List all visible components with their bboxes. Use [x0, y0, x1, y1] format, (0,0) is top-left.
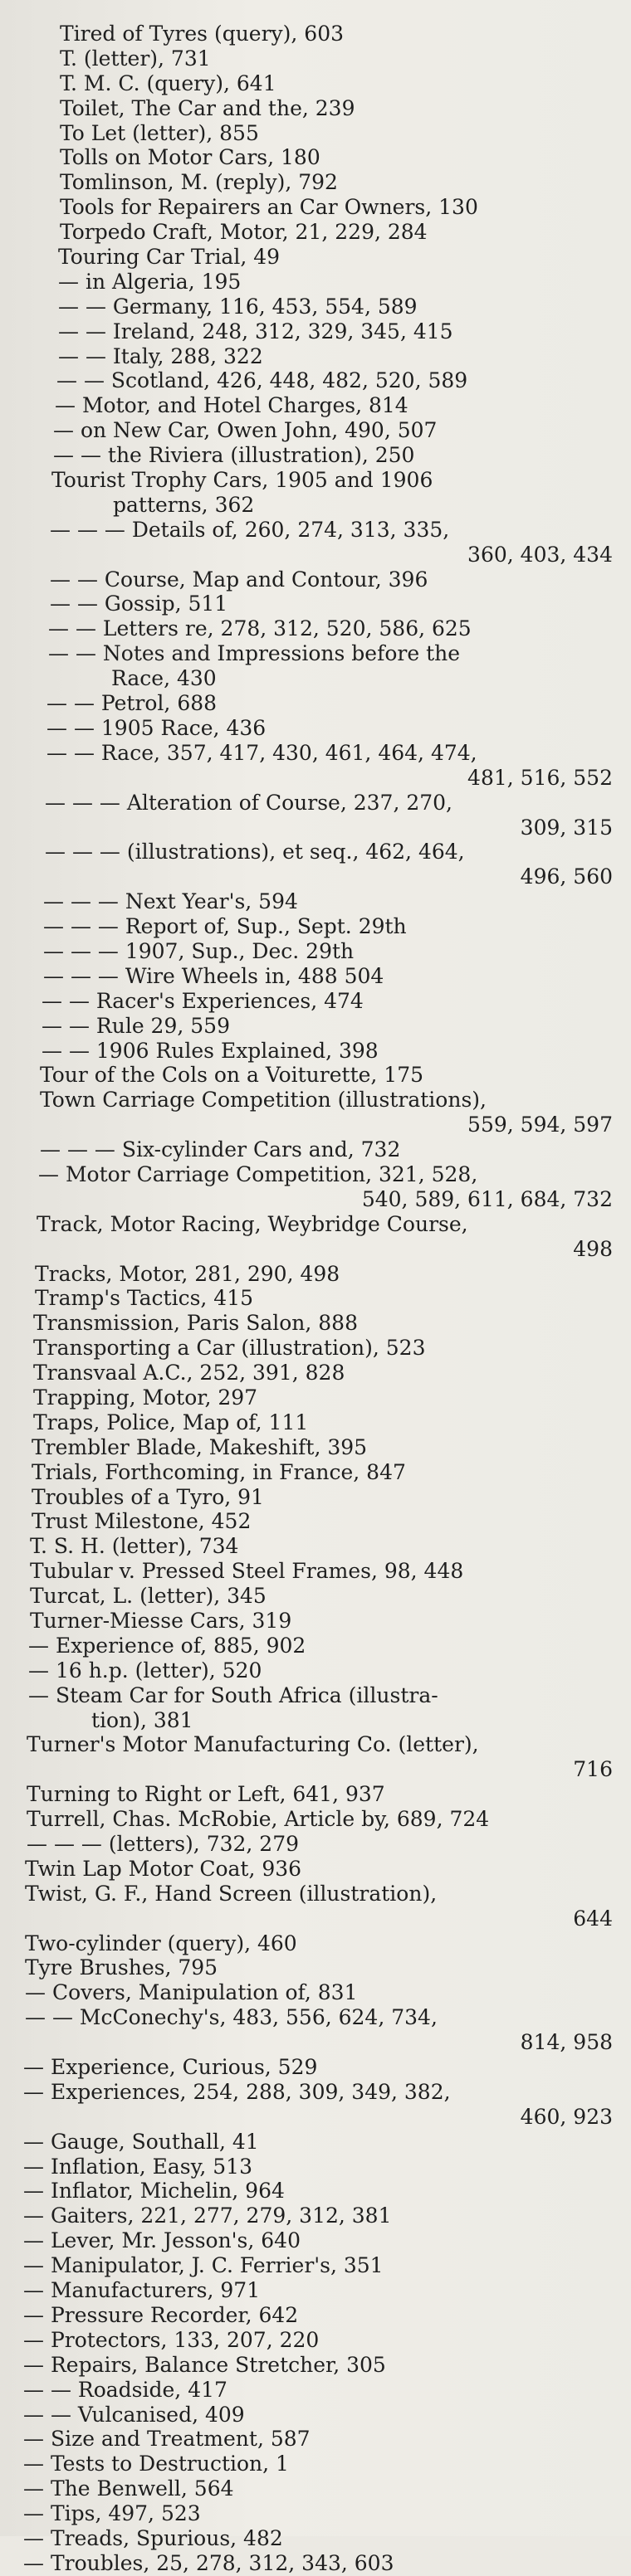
index-entry	[0, 518, 631, 543]
index-entry	[0, 245, 631, 270]
index-entry-text: — Treads, Spurious, 482	[23, 2525, 283, 2550]
index-entry	[0, 1832, 631, 1857]
index-entry-text: — — — Next Year's, 594	[43, 889, 298, 914]
index-entry-text: Twist, G. F., Hand Screen (illustration),	[25, 1881, 438, 1906]
index-entry-text: Torpedo Craft, Motor, 21, 229, 284	[60, 220, 428, 245]
index-entry	[0, 344, 631, 369]
index-entry	[0, 2080, 631, 2105]
index-entries	[0, 22, 631, 2576]
index-entry-text: Tour of the Cols on a Voiturette, 175	[40, 1063, 424, 1088]
index-entry	[0, 2253, 631, 2278]
index-entry	[0, 2228, 631, 2253]
index-entry-text: — Tests to Destruction, 1	[23, 2452, 289, 2476]
index-entry	[0, 741, 631, 766]
index-entry-text: — — Petrol, 688	[46, 691, 218, 716]
index-entry-continuation	[0, 2105, 631, 2130]
index-entry-text: Tourist Trophy Cars, 1905 and 1906	[51, 468, 433, 493]
index-entry	[0, 2155, 631, 2179]
index-entry	[0, 1683, 631, 1708]
index-entry	[0, 2130, 631, 2155]
index-entry	[0, 1782, 631, 1807]
index-entry	[0, 96, 631, 121]
index-entry	[0, 319, 631, 344]
index-entry	[0, 840, 631, 864]
index-entry	[0, 1063, 631, 1088]
index-entry-text: Twin Lap Motor Coat, 936	[25, 1856, 302, 1881]
index-entry	[0, 1262, 631, 1287]
index-entry-text: Turning to Right or Left, 641, 937	[27, 1782, 385, 1807]
index-entry-text: — Manipulator, J. C. Ferrier's, 351	[23, 2253, 384, 2278]
index-entry-text: 481, 516, 552	[467, 765, 613, 790]
index-entry	[0, 493, 631, 518]
index-entry-continuation	[0, 1113, 631, 1137]
index-entry-text: — Inflator, Michelin, 964	[23, 2179, 285, 2203]
index-entry-text: 540, 589, 611, 684, 732	[361, 1186, 613, 1211]
index-entry	[0, 1137, 631, 1162]
index-entry-text: — — Notes and Impressions before the	[48, 641, 461, 666]
index-entry	[0, 1410, 631, 1435]
index-entry	[0, 791, 631, 816]
index-entry-text: 496, 560	[520, 864, 613, 889]
index-entry-text: Race, 430	[111, 666, 217, 691]
index-entry	[0, 2378, 631, 2403]
index-entry-text: 460, 923	[520, 2104, 613, 2129]
index-entry	[0, 2427, 631, 2452]
index-entry	[0, 1732, 631, 1757]
index-entry-text: Tubular v. Pressed Steel Frames, 98, 448	[30, 1559, 464, 1584]
index-entry-text: To Let (letter), 855	[60, 120, 259, 145]
index-entry	[0, 1162, 631, 1187]
index-entry-text: Trembler Blade, Makeshift, 395	[32, 1434, 368, 1459]
index-entry-text: Turner-Miesse Cars, 319	[30, 1609, 292, 1633]
index-entry	[0, 1658, 631, 1683]
index-entry-text: Transvaal A.C., 252, 391, 828	[33, 1361, 345, 1385]
index-entry	[0, 1882, 631, 1906]
index-entry-text: — in Algeria, 195	[58, 269, 242, 294]
index-entry	[0, 616, 631, 641]
index-entry	[0, 418, 631, 443]
index-entry-text: — — Race, 357, 417, 430, 461, 464, 474,	[46, 740, 477, 765]
index-entry-text: — on New Car, Owen John, 490, 507	[53, 418, 438, 443]
index-entry	[0, 295, 631, 319]
index-entry	[0, 691, 631, 716]
index-entry-text: T. S. H. (letter), 734	[30, 1534, 239, 1559]
index-entry	[0, 592, 631, 616]
index-entry-text: — — — Wire Wheels in, 488 504	[43, 963, 384, 988]
index-entry-text: — Gaiters, 221, 277, 279, 312, 381	[23, 2203, 392, 2228]
index-entry-text: — Lever, Mr. Jesson's, 640	[23, 2228, 301, 2253]
index-entry-text: — — 1906 Rules Explained, 398	[42, 1038, 379, 1063]
index-entry-text: Tired of Tyres (query), 603	[60, 22, 345, 46]
index-entry	[0, 145, 631, 170]
index-entry	[0, 368, 631, 393]
index-entry-text: — Gauge, Southall, 41	[23, 2129, 259, 2154]
index-entry-text: — — — Report of, Sup., Sept. 29th	[43, 914, 407, 939]
index-entry-text: — — Rule 29, 559	[42, 1013, 230, 1038]
index-entry-text: — — Germany, 116, 453, 554, 589	[58, 294, 418, 319]
index-entry-text: — — — Six-cylinder Cars and, 732	[40, 1137, 401, 1162]
index-entry-text: Toilet, The Car and the, 239	[60, 95, 355, 120]
index-entry-text: 814, 958	[520, 2030, 613, 2055]
index-entry-text: — Pressure Recorder, 642	[23, 2302, 299, 2327]
index-entry-text: — — Vulcanised, 409	[23, 2402, 245, 2427]
index-entry-text: T. M. C. (query), 641	[60, 71, 276, 95]
index-entry	[0, 1460, 631, 1485]
index-entry-continuation	[0, 1757, 631, 1782]
index-entry-text: — The Benwell, 564	[23, 2476, 234, 2501]
index-entry	[0, 393, 631, 418]
index-entry-text: Turner's Motor Manufacturing Co. (letter),	[27, 1732, 479, 1757]
index-entry-continuation	[0, 1906, 631, 1931]
index-entry-text: — Experience, Curious, 529	[23, 2055, 318, 2080]
index-entry-text: Trapping, Motor, 297	[33, 1385, 258, 1410]
index-entry-text: — — Course, Map and Contour, 396	[50, 567, 428, 592]
index-entry-text: — — Italy, 288, 322	[58, 343, 263, 368]
index-entry-text: Trust Milestone, 452	[32, 1509, 252, 1534]
index-entry	[0, 1609, 631, 1634]
index-entry	[0, 2203, 631, 2228]
index-entry	[0, 1212, 631, 1237]
index-entry-text: Track, Motor Racing, Weybridge Course,	[37, 1211, 468, 1236]
index-entry	[0, 71, 631, 96]
index-entry-text: — — Gossip, 511	[50, 592, 228, 616]
index-entry-text: Tyre Brushes, 795	[25, 1955, 218, 1980]
index-entry-text: Traps, Police, Map of, 111	[33, 1410, 309, 1434]
index-entry	[0, 716, 631, 741]
index-entry	[0, 2476, 631, 2501]
index-entry	[0, 2353, 631, 2378]
index-entry-text: Town Carriage Competition (illustrations),	[40, 1088, 487, 1113]
index-entry	[0, 2278, 631, 2303]
index-entry	[0, 2551, 631, 2576]
index-entry	[0, 1534, 631, 1559]
index-entry-text: — Experience of, 885, 902	[28, 1633, 306, 1658]
index-entry-text: — Steam Car for South Africa (illustra-	[28, 1682, 438, 1707]
index-entry-text: Turcat, L. (letter), 345	[30, 1584, 267, 1609]
index-entry	[0, 1485, 631, 1510]
index-entry-text: — — Scotland, 426, 448, 482, 520, 589	[56, 368, 468, 393]
index-entry-text: — — — (letters), 732, 279	[27, 1832, 300, 1857]
index-entry-text: — Motor, and Hotel Charges, 814	[55, 393, 408, 418]
index-entry	[0, 1286, 631, 1311]
index-entry-continuation	[0, 1237, 631, 1262]
index-entry-text: 498	[573, 1236, 613, 1261]
index-entry	[0, 22, 631, 46]
index-entry	[0, 1509, 631, 1534]
index-entry-text: — — — Details of, 260, 274, 313, 335,	[50, 517, 450, 542]
index-entry-text: — Tips, 497, 523	[23, 2501, 201, 2526]
index-entry	[0, 1857, 631, 1882]
index-entry-text: — Manufacturers, 971	[23, 2278, 261, 2303]
index-entry-text: — — Racer's Experiences, 474	[42, 988, 364, 1013]
index-entry	[0, 2179, 631, 2203]
index-entry	[0, 2452, 631, 2476]
index-entry	[0, 2055, 631, 2080]
index-entry	[0, 2005, 631, 2030]
index-entry	[0, 1955, 631, 1980]
index-entry	[0, 170, 631, 195]
index-entry	[0, 1361, 631, 1385]
index-entry-text: — — Roadside, 417	[23, 2377, 227, 2402]
index-entry	[0, 270, 631, 295]
index-entry-text: Tramp's Tactics, 415	[35, 1286, 254, 1311]
index-entry	[0, 195, 631, 220]
index-entry-text: — 16 h.p. (letter), 520	[28, 1658, 262, 1682]
index-entry-text: 559, 594, 597	[467, 1113, 613, 1137]
index-entry	[0, 1634, 631, 1658]
index-entry-text: — — Ireland, 248, 312, 329, 345, 415	[58, 319, 453, 343]
index-entry-text: — — — (illustrations), et seq., 462, 464,	[45, 840, 465, 864]
index-entry	[0, 1014, 631, 1039]
index-entry-continuation	[0, 864, 631, 889]
index-entry	[0, 1584, 631, 1609]
index-entry-continuation	[0, 766, 631, 791]
index-entry	[0, 220, 631, 245]
index-entry	[0, 1336, 631, 1361]
index-entry-text: T. (letter), 731	[60, 46, 211, 71]
index-entry-text: Tools for Repairers an Car Owners, 130	[60, 195, 478, 220]
index-entry-text: 360, 403, 434	[467, 542, 613, 567]
index-entry-text: — Repairs, Balance Stretcher, 305	[23, 2352, 386, 2377]
index-entry-text: 309, 315	[520, 815, 613, 840]
index-entry	[0, 1385, 631, 1410]
index-entry-continuation	[0, 2030, 631, 2055]
index-entry-text: Trials, Forthcoming, in France, 847	[32, 1459, 406, 1484]
index-entry	[0, 2526, 631, 2551]
index-entry-text: Touring Car Trial, 49	[58, 245, 281, 270]
index-entry	[0, 1807, 631, 1832]
index-entry-text: Tomlinson, M. (reply), 792	[60, 170, 338, 195]
index-entry	[0, 964, 631, 989]
index-entry-text: — — Letters re, 278, 312, 520, 586, 625	[48, 616, 472, 641]
index-entry-text: — Troubles, 25, 278, 312, 343, 603	[23, 2550, 394, 2575]
index-entry	[0, 468, 631, 493]
index-entry-text: Transporting a Car (illustration), 523	[33, 1336, 426, 1361]
index-entry-text: Transmission, Paris Salon, 888	[33, 1311, 358, 1336]
index-entry-text: — Experiences, 254, 288, 309, 349, 382,	[23, 2079, 451, 2104]
index-entry	[0, 1039, 631, 1064]
index-entry	[0, 1088, 631, 1113]
index-entry	[0, 1980, 631, 2005]
index-entry-text: — — — 1907, Sup., Dec. 29th	[43, 938, 355, 963]
index-entry	[0, 1559, 631, 1584]
index-entry	[0, 443, 631, 468]
index-entry-continuation	[0, 543, 631, 567]
index-entry-text: Turrell, Chas. McRobie, Article by, 689, 724	[27, 1807, 490, 1832]
index-entry-text: — Motor Carriage Competition, 321, 528,	[38, 1161, 478, 1186]
index-entry-text: 644	[573, 1906, 613, 1931]
index-entry-text: — Size and Treatment, 587	[23, 2427, 311, 2452]
index-entry	[0, 1435, 631, 1460]
index-entry	[0, 666, 631, 691]
index-entry-text: — — McConechy's, 483, 556, 624, 734,	[25, 2005, 438, 2030]
index-entry-text: tion), 381	[91, 1707, 193, 1732]
index-entry-text: Tolls on Motor Cars, 180	[60, 145, 320, 170]
index-entry-continuation	[0, 816, 631, 840]
index-entry	[0, 1708, 631, 1733]
index-entry-text: patterns, 362	[113, 492, 255, 517]
index-entry	[0, 2403, 631, 2427]
index-entry-text: — — the Riviera (illustration), 250	[53, 443, 415, 468]
index-entry	[0, 1311, 631, 1336]
index-entry-text: Troubles of a Tyro, 91	[32, 1484, 264, 1509]
index-entry	[0, 567, 631, 592]
index-entry-text: — — — Alteration of Course, 237, 270,	[45, 790, 453, 815]
index-entry	[0, 46, 631, 71]
index-entry	[0, 914, 631, 939]
index-entry	[0, 989, 631, 1014]
index-entry-text: — Inflation, Easy, 513	[23, 2154, 252, 2179]
index-entry-text: Tracks, Motor, 281, 290, 498	[35, 1261, 340, 1286]
index-entry	[0, 641, 631, 666]
index-entry	[0, 121, 631, 146]
index-entry	[0, 2303, 631, 2328]
index-entry	[0, 1931, 631, 1956]
index-entry	[0, 2501, 631, 2526]
index-entry	[0, 889, 631, 914]
index-entry-continuation	[0, 1187, 631, 1212]
index-entry-text: 716	[573, 1757, 613, 1782]
index-entry-text: — Covers, Manipulation of, 831	[25, 1980, 358, 2005]
index-entry-text: — — 1905 Race, 436	[46, 715, 267, 740]
index-entry-text: — Protectors, 133, 207, 220	[23, 2327, 320, 2352]
index-entry	[0, 2328, 631, 2353]
index-entry	[0, 939, 631, 964]
index-entry-text: Two-cylinder (query), 460	[25, 1931, 297, 1955]
